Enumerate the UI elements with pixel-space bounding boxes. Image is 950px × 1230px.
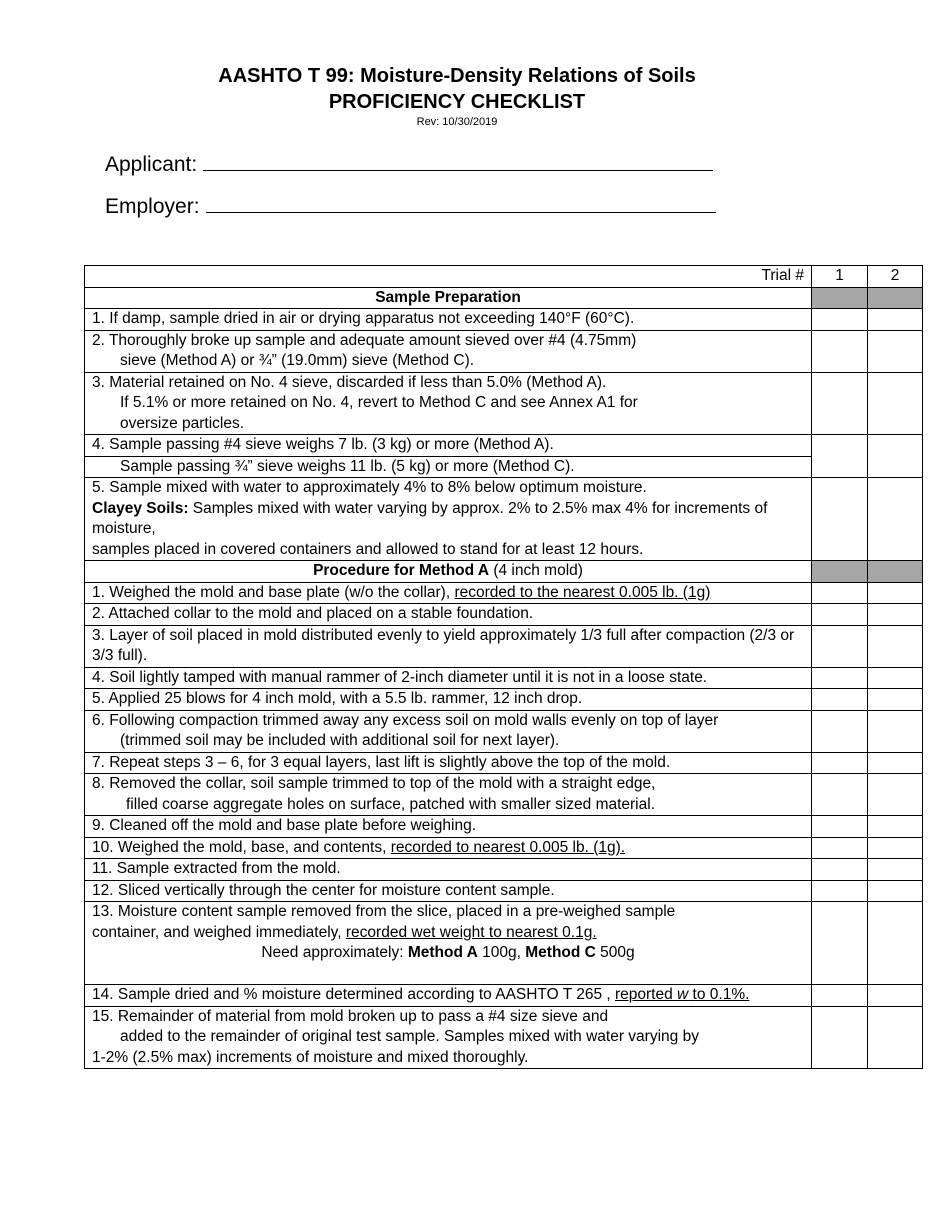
- trial-2-checkbox[interactable]: [868, 880, 923, 902]
- table-row: [85, 478, 923, 561]
- table-row: [85, 710, 923, 752]
- trial-2-checkbox[interactable]: [868, 816, 923, 838]
- trial-1-checkbox[interactable]: [812, 902, 868, 985]
- step-text: 2. Attached collar to the mold and placed on a stable foundation.: [85, 604, 812, 626]
- step-text: 5. Sample mixed with water to approximately 4% to 8% below optimum moisture. Clayey Soils: Samples mixed with water varying by approx. 2% to 2.5% max 4% for increments of moisture, samples placed in covered containers and allowed to stand for at least 12 hours.: [85, 478, 812, 561]
- applicant-label: Applicant:: [105, 153, 198, 176]
- table-row: [85, 774, 923, 816]
- step-text: 14. Sample dried and % moisture determined according to AASHTO T 265 , reported w to 0.1%.: [85, 985, 812, 1007]
- shaded-cell: [868, 561, 923, 583]
- trial-1-checkbox[interactable]: [812, 1006, 868, 1069]
- table-row: [85, 1006, 923, 1069]
- trial-2-checkbox[interactable]: [868, 582, 923, 604]
- trial-1-checkbox[interactable]: [812, 478, 868, 561]
- trial-1-checkbox[interactable]: [812, 752, 868, 774]
- trial-1-checkbox[interactable]: [812, 816, 868, 838]
- shaded-cell: [812, 561, 868, 583]
- table-row: [85, 837, 923, 859]
- employer-line[interactable]: [206, 192, 716, 213]
- shaded-cell: [812, 287, 868, 309]
- step-text: 6. Following compaction trimmed away any excess soil on mold walls evenly on top of layer (trimmed soil may be included with additional soil for next layer).: [85, 710, 812, 752]
- step-text: Sample passing ¾” sieve weighs 11 lb. (5 kg) or more (Method C).: [85, 456, 812, 478]
- checklist-table: [84, 265, 923, 1069]
- method-a-heading: Procedure for Method A (4 inch mold): [85, 561, 812, 583]
- trial-1-checkbox[interactable]: [812, 689, 868, 711]
- step-text: 1. Weighed the mold and base plate (w/o the collar), recorded to the nearest 0.005 lb. (1g): [85, 582, 812, 604]
- trial-1-checkbox[interactable]: [812, 710, 868, 752]
- trial-1-checkbox[interactable]: [812, 582, 868, 604]
- applicant-field[interactable]: [105, 150, 713, 178]
- step-text: 3. Material retained on No. 4 sieve, discarded if less than 5.0% (Method A). If 5.1% or more retained on No. 4, revert to Method C and see Annex A1 for oversize particles.: [85, 372, 812, 435]
- shaded-cell: [868, 287, 923, 309]
- trial-2-checkbox[interactable]: [868, 689, 923, 711]
- trial-2-checkbox[interactable]: [868, 837, 923, 859]
- table-row: [85, 667, 923, 689]
- trial-2-checkbox[interactable]: [868, 667, 923, 689]
- sample-preparation-heading: Sample Preparation: [85, 287, 812, 309]
- trial-header-row: [85, 266, 923, 288]
- trial-1-checkbox[interactable]: [812, 667, 868, 689]
- table-row: [85, 604, 923, 626]
- table-row: [85, 625, 923, 667]
- trial-2-checkbox[interactable]: [868, 604, 923, 626]
- table-row: [85, 372, 923, 435]
- step-text: 4. Soil lightly tamped with manual rammer of 2-inch diameter until it is not in a loose state.: [85, 667, 812, 689]
- table-row: [85, 689, 923, 711]
- step-text: 2. Thoroughly broke up sample and adequate amount sieved over #4 (4.75mm) sieve (Method A) or ¾” (19.0mm) sieve (Method C).: [85, 330, 812, 372]
- trial-2-checkbox[interactable]: [868, 330, 923, 372]
- document-title: AASHTO T 99: Moisture-Density Relations of Soils: [218, 65, 696, 87]
- step-text: 7. Repeat steps 3 – 6, for 3 equal layers, last lift is slightly above the top of the mold.: [85, 752, 812, 774]
- applicant-line[interactable]: [203, 150, 713, 171]
- step-text: 9. Cleaned off the mold and base plate before weighing.: [85, 816, 812, 838]
- trial-2-checkbox[interactable]: [868, 1006, 923, 1069]
- trial-2-checkbox[interactable]: [868, 309, 923, 331]
- trial-1-checkbox[interactable]: [812, 330, 868, 372]
- trial-label: Trial #: [85, 266, 812, 288]
- table-row: [85, 309, 923, 331]
- trial-2-checkbox[interactable]: [868, 985, 923, 1007]
- trial-2-checkbox[interactable]: [868, 774, 923, 816]
- step-text: 8. Removed the collar, soil sample trimmed to top of the mold with a straight edge, filled coarse aggregate holes on surface, patched with smaller sized material.: [85, 774, 812, 816]
- trial-1-checkbox[interactable]: [812, 435, 868, 478]
- step-text: 15. Remainder of material from mold broken up to pass a #4 size sieve and added to the remainder of original test sample. Samples mixed with water varying by 1-2% (2.5% max) increments of moisture and mixed thoroughly.: [85, 1006, 812, 1069]
- trial-2-checkbox[interactable]: [868, 752, 923, 774]
- trial-1-checkbox[interactable]: [812, 372, 868, 435]
- trial-2-checkbox[interactable]: [868, 902, 923, 985]
- trial-1-checkbox[interactable]: [812, 625, 868, 667]
- trial-1-checkbox[interactable]: [812, 837, 868, 859]
- document-subtitle: PROFICIENCY CHECKLIST: [328, 91, 586, 113]
- trial-1-checkbox[interactable]: [812, 859, 868, 881]
- table-row: [85, 816, 923, 838]
- table-row: [85, 456, 923, 478]
- trial-1-checkbox[interactable]: [812, 774, 868, 816]
- step-text: 3. Layer of soil placed in mold distributed evenly to yield approximately 1/3 full after compaction (2/3 or 3/3 full).: [85, 625, 812, 667]
- trial-1-header: 1: [812, 266, 868, 288]
- employer-label: Employer:: [105, 195, 200, 218]
- trial-2-checkbox[interactable]: [868, 625, 923, 667]
- employer-field[interactable]: [105, 192, 716, 220]
- table-row: [85, 582, 923, 604]
- table-row: [85, 985, 923, 1007]
- table-row: [85, 880, 923, 902]
- trial-1-checkbox[interactable]: [812, 604, 868, 626]
- table-row: [85, 435, 923, 457]
- trial-2-checkbox[interactable]: [868, 372, 923, 435]
- step-text: 12. Sliced vertically through the center for moisture content sample.: [85, 880, 812, 902]
- trial-2-checkbox[interactable]: [868, 478, 923, 561]
- step-text: 4. Sample passing #4 sieve weighs 7 lb. (3 kg) or more (Method A).: [85, 435, 812, 457]
- step-text: 5. Applied 25 blows for 4 inch mold, with a 5.5 lb. rammer, 12 inch drop.: [85, 689, 812, 711]
- table-row: [85, 902, 923, 985]
- section-header-row: [85, 561, 923, 583]
- trial-2-checkbox[interactable]: [868, 710, 923, 752]
- trial-2-checkbox[interactable]: [868, 859, 923, 881]
- trial-1-checkbox[interactable]: [812, 985, 868, 1007]
- step-text: 11. Sample extracted from the mold.: [85, 859, 812, 881]
- step-text: 1. If damp, sample dried in air or drying apparatus not exceeding 140°F (60°C).: [85, 309, 812, 331]
- revision-date: Rev: 10/30/2019: [416, 116, 498, 128]
- table-row: [85, 859, 923, 881]
- section-header-row: [85, 287, 923, 309]
- table-row: [85, 330, 923, 372]
- trial-2-checkbox[interactable]: [868, 435, 923, 478]
- trial-1-checkbox[interactable]: [812, 880, 868, 902]
- step-text: 10. Weighed the mold, base, and contents, recorded to nearest 0.005 lb. (1g).: [85, 837, 812, 859]
- trial-1-checkbox[interactable]: [812, 309, 868, 331]
- trial-2-header: 2: [868, 266, 923, 288]
- step-text: 13. Moisture content sample removed from the slice, placed in a pre-weighed sample container, and weighed immediately, recorded wet weight to nearest 0.1g. Need approximately: Method A 100g, Method C 500g: [85, 902, 812, 985]
- table-row: [85, 752, 923, 774]
